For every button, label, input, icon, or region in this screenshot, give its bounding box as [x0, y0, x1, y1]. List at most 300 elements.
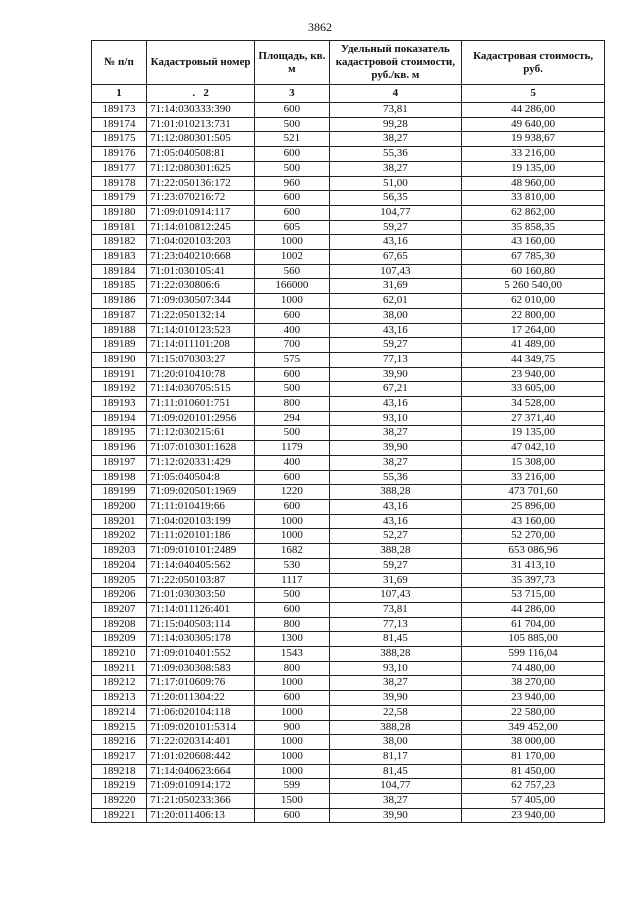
cadastral-number: 71:12:020331:429 — [147, 455, 255, 470]
cadastral-value: 43 160,00 — [462, 514, 605, 529]
cadastral-value: 19 135,00 — [462, 426, 605, 441]
row-number: 189200 — [92, 499, 147, 514]
table-row — [92, 220, 605, 235]
table-row — [92, 161, 605, 176]
specific-index: 73,81 — [329, 103, 462, 118]
cadastral-value: 43 160,00 — [462, 235, 605, 250]
area-value: 600 — [255, 308, 329, 323]
cadastral-number: 71:15:070303:27 — [147, 352, 255, 367]
table-row — [92, 735, 605, 750]
cadastral-value: 31 413,10 — [462, 558, 605, 573]
cadastral-value: 105 885,00 — [462, 632, 605, 647]
table-row — [92, 514, 605, 529]
area-value: 600 — [255, 205, 329, 220]
specific-index: 31,69 — [329, 279, 462, 294]
specific-index: 81,45 — [329, 632, 462, 647]
specific-index: 388,28 — [329, 544, 462, 559]
cadastral-value: 23 940,00 — [462, 691, 605, 706]
specific-index: 39,90 — [329, 441, 462, 456]
area-value: 500 — [255, 382, 329, 397]
area-value: 600 — [255, 103, 329, 118]
cadastral-number: 71:09:020101:5314 — [147, 720, 255, 735]
table-row — [92, 264, 605, 279]
row-number: 189181 — [92, 220, 147, 235]
table-row — [92, 147, 605, 162]
specific-index: 43,16 — [329, 323, 462, 338]
table-row — [92, 235, 605, 250]
cadastral-value: 33 216,00 — [462, 147, 605, 162]
area-value: 1300 — [255, 632, 329, 647]
specific-index: 93,10 — [329, 661, 462, 676]
specific-index: 38,27 — [329, 455, 462, 470]
column-number: . 2 — [147, 85, 255, 103]
cadastral-number: 71:22:030806:6 — [147, 279, 255, 294]
cadastral-value: 22 800,00 — [462, 308, 605, 323]
specific-index: 43,16 — [329, 499, 462, 514]
row-number: 189213 — [92, 691, 147, 706]
cadastral-number: 71:09:020101:2956 — [147, 411, 255, 426]
cadastral-number: 71:01:030105:41 — [147, 264, 255, 279]
cadastral-value: 22 580,00 — [462, 705, 605, 720]
specific-index: 59,27 — [329, 338, 462, 353]
specific-index: 38,27 — [329, 426, 462, 441]
row-number: 189195 — [92, 426, 147, 441]
cadastral-value: 38 000,00 — [462, 735, 605, 750]
table-row — [92, 691, 605, 706]
table-row — [92, 352, 605, 367]
cadastral-value: 60 160,80 — [462, 264, 605, 279]
cadastral-value: 33 810,00 — [462, 191, 605, 206]
cadastral-value: 25 896,00 — [462, 499, 605, 514]
specific-index: 55,36 — [329, 470, 462, 485]
header-cadastral-number: Кадастровый номер — [147, 41, 255, 85]
cadastral-value: 44 349,75 — [462, 352, 605, 367]
cadastral-number: 71:22:050136:172 — [147, 176, 255, 191]
row-number: 189210 — [92, 647, 147, 662]
cadastral-value: 19 135,00 — [462, 161, 605, 176]
cadastral-number: 71:09:030308:583 — [147, 661, 255, 676]
cadastral-value: 61 704,00 — [462, 617, 605, 632]
cadastral-number: 71:12:030215:61 — [147, 426, 255, 441]
row-number: 189201 — [92, 514, 147, 529]
column-number: 3 — [255, 85, 329, 103]
table-row — [92, 205, 605, 220]
cadastral-value: 62 757,23 — [462, 779, 605, 794]
row-number: 189191 — [92, 367, 147, 382]
cadastral-number: 71:11:010601:751 — [147, 397, 255, 412]
table-row — [92, 632, 605, 647]
specific-index: 104,77 — [329, 779, 462, 794]
table-row — [92, 191, 605, 206]
specific-index: 77,13 — [329, 352, 462, 367]
row-number: 189174 — [92, 117, 147, 132]
cadastral-number: 71:23:070216:72 — [147, 191, 255, 206]
row-number: 189206 — [92, 588, 147, 603]
row-number: 189196 — [92, 441, 147, 456]
page-number: 3862 — [308, 20, 332, 34]
table-row — [92, 338, 605, 353]
cadastral-table — [91, 40, 605, 823]
specific-index: 43,16 — [329, 514, 462, 529]
header-area: Площадь, кв. м — [255, 41, 329, 85]
cadastral-value: 38 270,00 — [462, 676, 605, 691]
table-row — [92, 720, 605, 735]
specific-index: 55,36 — [329, 147, 462, 162]
cadastral-value: 49 640,00 — [462, 117, 605, 132]
cadastral-number: 71:22:050132:14 — [147, 308, 255, 323]
table-row — [92, 426, 605, 441]
table-row — [92, 499, 605, 514]
specific-index: 81,17 — [329, 749, 462, 764]
table-row — [92, 470, 605, 485]
row-number: 189184 — [92, 264, 147, 279]
table-row — [92, 529, 605, 544]
specific-index: 39,90 — [329, 367, 462, 382]
cadastral-number: 71:14:010812:245 — [147, 220, 255, 235]
specific-index: 93,10 — [329, 411, 462, 426]
specific-index: 388,28 — [329, 720, 462, 735]
row-number: 189207 — [92, 602, 147, 617]
table-row — [92, 176, 605, 191]
cadastral-value: 599 116,04 — [462, 647, 605, 662]
specific-index: 39,90 — [329, 691, 462, 706]
row-number: 189218 — [92, 764, 147, 779]
cadastral-number: 71:15:040503:114 — [147, 617, 255, 632]
cadastral-number: 71:12:080301:505 — [147, 132, 255, 147]
cadastral-value: 81 170,00 — [462, 749, 605, 764]
cadastral-value: 53 715,00 — [462, 588, 605, 603]
area-value: 800 — [255, 661, 329, 676]
area-value: 1000 — [255, 529, 329, 544]
row-number: 189199 — [92, 485, 147, 500]
table-row — [92, 441, 605, 456]
specific-index: 59,27 — [329, 558, 462, 573]
header-specific-index: Удельный показатель кадастровой стоимости, руб./кв. м — [329, 41, 462, 85]
row-number: 189186 — [92, 294, 147, 309]
table-row — [92, 117, 605, 132]
specific-index: 59,27 — [329, 220, 462, 235]
table-row — [92, 279, 605, 294]
cadastral-number: 71:20:010410:78 — [147, 367, 255, 382]
row-number: 189204 — [92, 558, 147, 573]
specific-index: 38,27 — [329, 676, 462, 691]
area-value: 1117 — [255, 573, 329, 588]
area-value: 500 — [255, 161, 329, 176]
area-value: 521 — [255, 132, 329, 147]
row-number: 189205 — [92, 573, 147, 588]
cadastral-value: 34 528,00 — [462, 397, 605, 412]
specific-index: 38,00 — [329, 735, 462, 750]
cadastral-value: 81 450,00 — [462, 764, 605, 779]
area-value: 600 — [255, 499, 329, 514]
area-value: 900 — [255, 720, 329, 735]
cadastral-number: 71:20:011406:13 — [147, 808, 255, 823]
row-number: 189215 — [92, 720, 147, 735]
area-value: 560 — [255, 264, 329, 279]
cadastral-value: 19 938,67 — [462, 132, 605, 147]
area-value: 599 — [255, 779, 329, 794]
row-number: 189178 — [92, 176, 147, 191]
area-value: 1000 — [255, 735, 329, 750]
specific-index: 99,28 — [329, 117, 462, 132]
row-number: 189209 — [92, 632, 147, 647]
cadastral-number: 71:05:040504:8 — [147, 470, 255, 485]
row-number: 189202 — [92, 529, 147, 544]
header-row — [92, 41, 605, 85]
table-row — [92, 602, 605, 617]
column-number: 5 — [462, 85, 605, 103]
cadastral-number: 71:09:010101:2489 — [147, 544, 255, 559]
cadastral-number: 71:14:040623:664 — [147, 764, 255, 779]
cadastral-number: 71:14:010123:523 — [147, 323, 255, 338]
area-value: 600 — [255, 191, 329, 206]
row-number: 189194 — [92, 411, 147, 426]
area-value: 400 — [255, 323, 329, 338]
specific-index: 73,81 — [329, 602, 462, 617]
cadastral-number: 71:09:030507:344 — [147, 294, 255, 309]
cadastral-value: 23 940,00 — [462, 808, 605, 823]
row-number: 189189 — [92, 338, 147, 353]
table-row — [92, 132, 605, 147]
specific-index: 62,01 — [329, 294, 462, 309]
area-value: 700 — [255, 338, 329, 353]
row-number: 189176 — [92, 147, 147, 162]
specific-index: 38,00 — [329, 308, 462, 323]
area-value: 500 — [255, 588, 329, 603]
specific-index: 77,13 — [329, 617, 462, 632]
cadastral-number: 71:22:020314:401 — [147, 735, 255, 750]
row-number: 189221 — [92, 808, 147, 823]
row-number: 189183 — [92, 250, 147, 265]
cadastral-number: 71:07:010301:1628 — [147, 441, 255, 456]
area-value: 1000 — [255, 764, 329, 779]
table-row — [92, 617, 605, 632]
cadastral-value: 47 042,10 — [462, 441, 605, 456]
row-number: 189212 — [92, 676, 147, 691]
cadastral-number: 71:09:010914:117 — [147, 205, 255, 220]
table-row — [92, 808, 605, 823]
area-value: 600 — [255, 147, 329, 162]
row-number: 189188 — [92, 323, 147, 338]
specific-index: 52,27 — [329, 529, 462, 544]
cadastral-value: 62 010,00 — [462, 294, 605, 309]
row-number: 189217 — [92, 749, 147, 764]
specific-index: 67,21 — [329, 382, 462, 397]
area-value: 960 — [255, 176, 329, 191]
specific-index: 38,27 — [329, 794, 462, 809]
cadastral-number: 71:01:030303:50 — [147, 588, 255, 603]
cadastral-number: 71:17:010609:76 — [147, 676, 255, 691]
cadastral-number: 71:23:040210:668 — [147, 250, 255, 265]
row-number: 189198 — [92, 470, 147, 485]
row-number: 189173 — [92, 103, 147, 118]
area-value: 1220 — [255, 485, 329, 500]
area-value: 605 — [255, 220, 329, 235]
cadastral-number: 71:14:030705:515 — [147, 382, 255, 397]
table-row — [92, 485, 605, 500]
cadastral-number: 71:09:010401:552 — [147, 647, 255, 662]
area-value: 166000 — [255, 279, 329, 294]
area-value: 1000 — [255, 676, 329, 691]
table-row — [92, 367, 605, 382]
cadastral-value: 57 405,00 — [462, 794, 605, 809]
cadastral-value: 653 086,96 — [462, 544, 605, 559]
cadastral-number: 71:11:010419:66 — [147, 499, 255, 514]
table-row — [92, 661, 605, 676]
specific-index: 388,28 — [329, 647, 462, 662]
cadastral-value: 17 264,00 — [462, 323, 605, 338]
table-row — [92, 676, 605, 691]
cadastral-value: 27 371,40 — [462, 411, 605, 426]
cadastral-number: 71:11:020101:186 — [147, 529, 255, 544]
cadastral-value: 67 785,30 — [462, 250, 605, 265]
area-value: 1543 — [255, 647, 329, 662]
cadastral-value: 44 286,00 — [462, 602, 605, 617]
row-number: 189214 — [92, 705, 147, 720]
row-number: 189197 — [92, 455, 147, 470]
cadastral-number: 71:14:011126:401 — [147, 602, 255, 617]
area-value: 400 — [255, 455, 329, 470]
area-value: 800 — [255, 397, 329, 412]
specific-index: 67,65 — [329, 250, 462, 265]
cadastral-value: 48 960,00 — [462, 176, 605, 191]
cadastral-value: 15 308,00 — [462, 455, 605, 470]
table-row — [92, 705, 605, 720]
table-row — [92, 411, 605, 426]
cadastral-number: 71:14:040405:562 — [147, 558, 255, 573]
row-number: 189192 — [92, 382, 147, 397]
cadastral-value: 44 286,00 — [462, 103, 605, 118]
cadastral-number: 71:01:020608:442 — [147, 749, 255, 764]
table-row — [92, 779, 605, 794]
area-value: 1000 — [255, 514, 329, 529]
row-number: 189220 — [92, 794, 147, 809]
row-number: 189187 — [92, 308, 147, 323]
table-row — [92, 294, 605, 309]
cadastral-value: 33 216,00 — [462, 470, 605, 485]
area-value: 1000 — [255, 294, 329, 309]
column-number-row — [92, 85, 605, 103]
row-number: 189203 — [92, 544, 147, 559]
cadastral-number: 71:09:010914:172 — [147, 779, 255, 794]
cadastral-value: 35 858,35 — [462, 220, 605, 235]
table-row — [92, 749, 605, 764]
area-value: 575 — [255, 352, 329, 367]
cadastral-number: 71:06:020104:118 — [147, 705, 255, 720]
specific-index: 56,35 — [329, 191, 462, 206]
table-row — [92, 558, 605, 573]
area-value: 500 — [255, 426, 329, 441]
area-value: 1682 — [255, 544, 329, 559]
row-number: 189177 — [92, 161, 147, 176]
specific-index: 38,27 — [329, 132, 462, 147]
table-row — [92, 573, 605, 588]
specific-index: 104,77 — [329, 205, 462, 220]
area-value: 294 — [255, 411, 329, 426]
cadastral-number: 71:01:010213:731 — [147, 117, 255, 132]
table-row — [92, 382, 605, 397]
area-value: 600 — [255, 691, 329, 706]
cadastral-number: 71:22:050103:87 — [147, 573, 255, 588]
area-value: 1179 — [255, 441, 329, 456]
specific-index: 43,16 — [329, 397, 462, 412]
row-number: 189190 — [92, 352, 147, 367]
table-row — [92, 794, 605, 809]
specific-index: 107,43 — [329, 264, 462, 279]
specific-index: 31,69 — [329, 573, 462, 588]
area-value: 800 — [255, 617, 329, 632]
area-value: 600 — [255, 808, 329, 823]
table-row — [92, 250, 605, 265]
row-number: 189180 — [92, 205, 147, 220]
area-value: 1002 — [255, 250, 329, 265]
header-cadastral-value: Кадастровая стоимость, руб. — [462, 41, 605, 85]
area-value: 600 — [255, 367, 329, 382]
area-value: 600 — [255, 602, 329, 617]
area-value: 1000 — [255, 705, 329, 720]
cadastral-value: 52 270,00 — [462, 529, 605, 544]
cadastral-number: 71:05:040508:81 — [147, 147, 255, 162]
table-row — [92, 323, 605, 338]
table-row — [92, 764, 605, 779]
area-value: 530 — [255, 558, 329, 573]
cadastral-value: 41 489,00 — [462, 338, 605, 353]
table-row — [92, 588, 605, 603]
specific-index: 388,28 — [329, 485, 462, 500]
cadastral-value: 473 701,60 — [462, 485, 605, 500]
cadastral-value: 23 940,00 — [462, 367, 605, 382]
table-body — [92, 103, 605, 823]
specific-index: 81,45 — [329, 764, 462, 779]
cadastral-number: 71:14:030305:178 — [147, 632, 255, 647]
specific-index: 107,43 — [329, 588, 462, 603]
table-row — [92, 397, 605, 412]
specific-index: 22,58 — [329, 705, 462, 720]
area-value: 1000 — [255, 749, 329, 764]
row-number: 189193 — [92, 397, 147, 412]
cadastral-number: 71:12:080301:625 — [147, 161, 255, 176]
specific-index: 51,00 — [329, 176, 462, 191]
table-row — [92, 544, 605, 559]
cadastral-value: 74 480,00 — [462, 661, 605, 676]
table-row — [92, 308, 605, 323]
column-number: 1 — [92, 85, 147, 103]
row-number: 189185 — [92, 279, 147, 294]
header-num: № п/п — [92, 41, 147, 85]
cadastral-number: 71:14:011101:208 — [147, 338, 255, 353]
row-number: 189216 — [92, 735, 147, 750]
cadastral-value: 5 260 540,00 — [462, 279, 605, 294]
cadastral-number: 71:04:020103:203 — [147, 235, 255, 250]
cadastral-value: 35 397,73 — [462, 573, 605, 588]
specific-index: 38,27 — [329, 161, 462, 176]
specific-index: 39,90 — [329, 808, 462, 823]
cadastral-value: 349 452,00 — [462, 720, 605, 735]
cadastral-value: 62 862,00 — [462, 205, 605, 220]
cadastral-number: 71:20:011304:22 — [147, 691, 255, 706]
area-value: 600 — [255, 470, 329, 485]
cadastral-number: 71:21:050233:366 — [147, 794, 255, 809]
table-row — [92, 455, 605, 470]
cadastral-number: 71:04:020103:199 — [147, 514, 255, 529]
column-number: 4 — [329, 85, 462, 103]
area-value: 1500 — [255, 794, 329, 809]
specific-index: 43,16 — [329, 235, 462, 250]
cadastral-value: 33 605,00 — [462, 382, 605, 397]
row-number: 189179 — [92, 191, 147, 206]
row-number: 189208 — [92, 617, 147, 632]
table-row — [92, 103, 605, 118]
